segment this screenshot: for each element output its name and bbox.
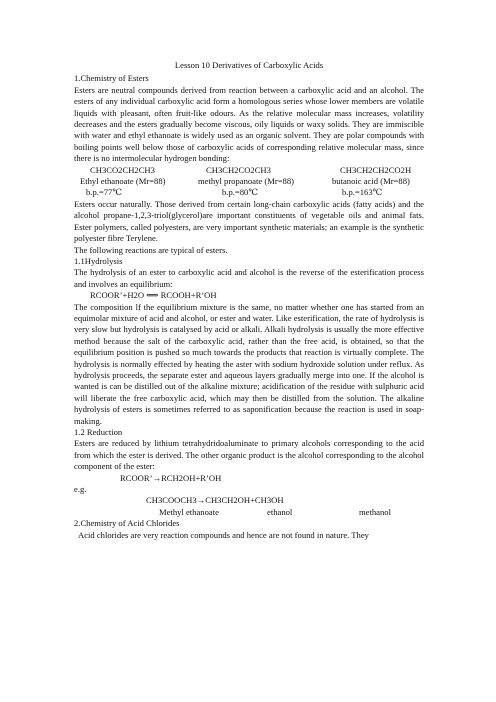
page-title: Lesson 10 Derivatives of Carboxylic Acids xyxy=(174,60,324,70)
ester-formula-row xyxy=(74,165,424,176)
bp-butanoic-acid: b.p.=163℃ xyxy=(342,187,383,198)
name-methyl-ethanoate: Methyl ethanoate xyxy=(159,506,219,517)
formula-ethyl-ethanoate: CH3CO2CH2CH3 xyxy=(90,164,155,175)
esters-occurrence-paragraph: Esters occur naturally. Those derived from certain long-chain carboxylic acids (fatty acids) and the alcohol propane-1,2,3-triol(glycerol)are important constituents of vegetable oils and animal fats. Ester polymers, called polyesters, are very important synthetic materials; an example is the synthetic polyester fibre Terylene. xyxy=(74,198,424,244)
ester-name-row xyxy=(74,176,424,187)
typical-reactions-line: The following reactions are typical of esters. xyxy=(74,244,228,255)
example-label: e.g. xyxy=(74,484,87,495)
section-heading-esters: 1.Chemistry of Esters xyxy=(74,73,149,84)
bp-ethyl-ethanoate: b.p.=77℃ xyxy=(86,187,122,198)
acid-chlorides-paragraph: Acid chlorides are very reaction compounds and hence are not found in nature. They xyxy=(78,529,369,540)
section-heading-acid-chlorides: 2.Chemistry of Acid Chlorides xyxy=(74,518,180,529)
reduction-equation: RCOOR’→RCH2OH+R’OH xyxy=(120,472,222,483)
reduction-example-equation: CH3COOCH3→CH3CH2OH+CH3OH xyxy=(146,495,284,506)
esters-intro-paragraph: Esters are neutral compounds derived from reaction between a carboxylic acid and an alcohol. The esters of any individual carboxylic acid form a homologous series whose lower members are volatile liquids with pleasant, often fruit-like odours. As the relative molecular mass increases, volatility decreases and the esters gradually become viscous, oily liquids or waxy solids. They are immiscible with water and ethyl ethanoate is widely used as an organic solvent. They are polar compounds with boiling points well below those of carboxylic acids of corresponding relative molecular mass, since there is no intermolecular hydrogen bonding: xyxy=(74,84,424,164)
reduction-intro-paragraph: Esters are reduced by lithium tetrahydridoaluminate to primary alcohols corresponding to the acid from which the ester is derived. The other organic product is the alcohol corresponding to the alcohol component of the ester: xyxy=(74,438,424,472)
hydrolysis-intro-paragraph: The hydrolysis of an ester to carboxylic acid and alcohol is the reverse of the esterification process and involves an equilibrium: xyxy=(74,267,424,289)
reduction-example-names xyxy=(74,507,424,518)
document-page xyxy=(74,60,424,541)
hydrolysis-detail-paragraph: The composition lf the equilibrium mixture is the same, no matter whether one has started from an equimolar mixture of acid and alcohol, or ester and water. Like esterification, the rate of hydrolysis is very slow but hydrolysis is catalysed by acid or alkali. Alkali hydrolysis is usually the more effective method because the salt of the carboxylic acid, rather than the free acid, is obtained, so that the equilibrium position is pushed so much towards the products that reaction is virtually complete. The hydrolysis is normally effected by heating the aster with sodium hydroxide solution under reflux. As hydrolysis proceeds, the separate ester and aqueous layers gradually merge into one. If the alcohol is wanted is can be distilled out of the alkaline mixture; acidification of the residue with sulphuric acid will liberate the free carboxylic acid, which may then be distilled from the solution. The alkaline hydrolysis of esters is sometimes referred to as saponification because the reaction is used in soap-making. xyxy=(74,301,424,426)
formula-methyl-propanoate: CH3CH2CO2CH3 xyxy=(206,164,271,175)
ester-bp-row xyxy=(74,187,424,198)
name-methanol: methanol xyxy=(359,506,391,517)
name-methyl-propanoate: methyl propanoate (Mr=88) xyxy=(198,176,295,187)
name-ethyl-ethanoate: Ethyl ethanoate (Mr=88) xyxy=(80,176,166,187)
subsection-heading-reduction: 1.2 Reduction xyxy=(74,427,123,437)
formula-butanoic-acid: CH3CH2CH2CO2H xyxy=(340,164,412,175)
bp-methyl-propanoate: b.p.=80℃ xyxy=(222,187,258,198)
hydrolysis-equation: RCOOR’+H2O ⟺ RCOOH+R’OH xyxy=(90,290,217,301)
name-butanoic-acid: butanoic acid (Mr=88) xyxy=(332,176,410,187)
name-ethanol: ethanol xyxy=(267,506,293,517)
subsection-heading-hydrolysis: 1.1Hydrolysis xyxy=(74,255,123,266)
